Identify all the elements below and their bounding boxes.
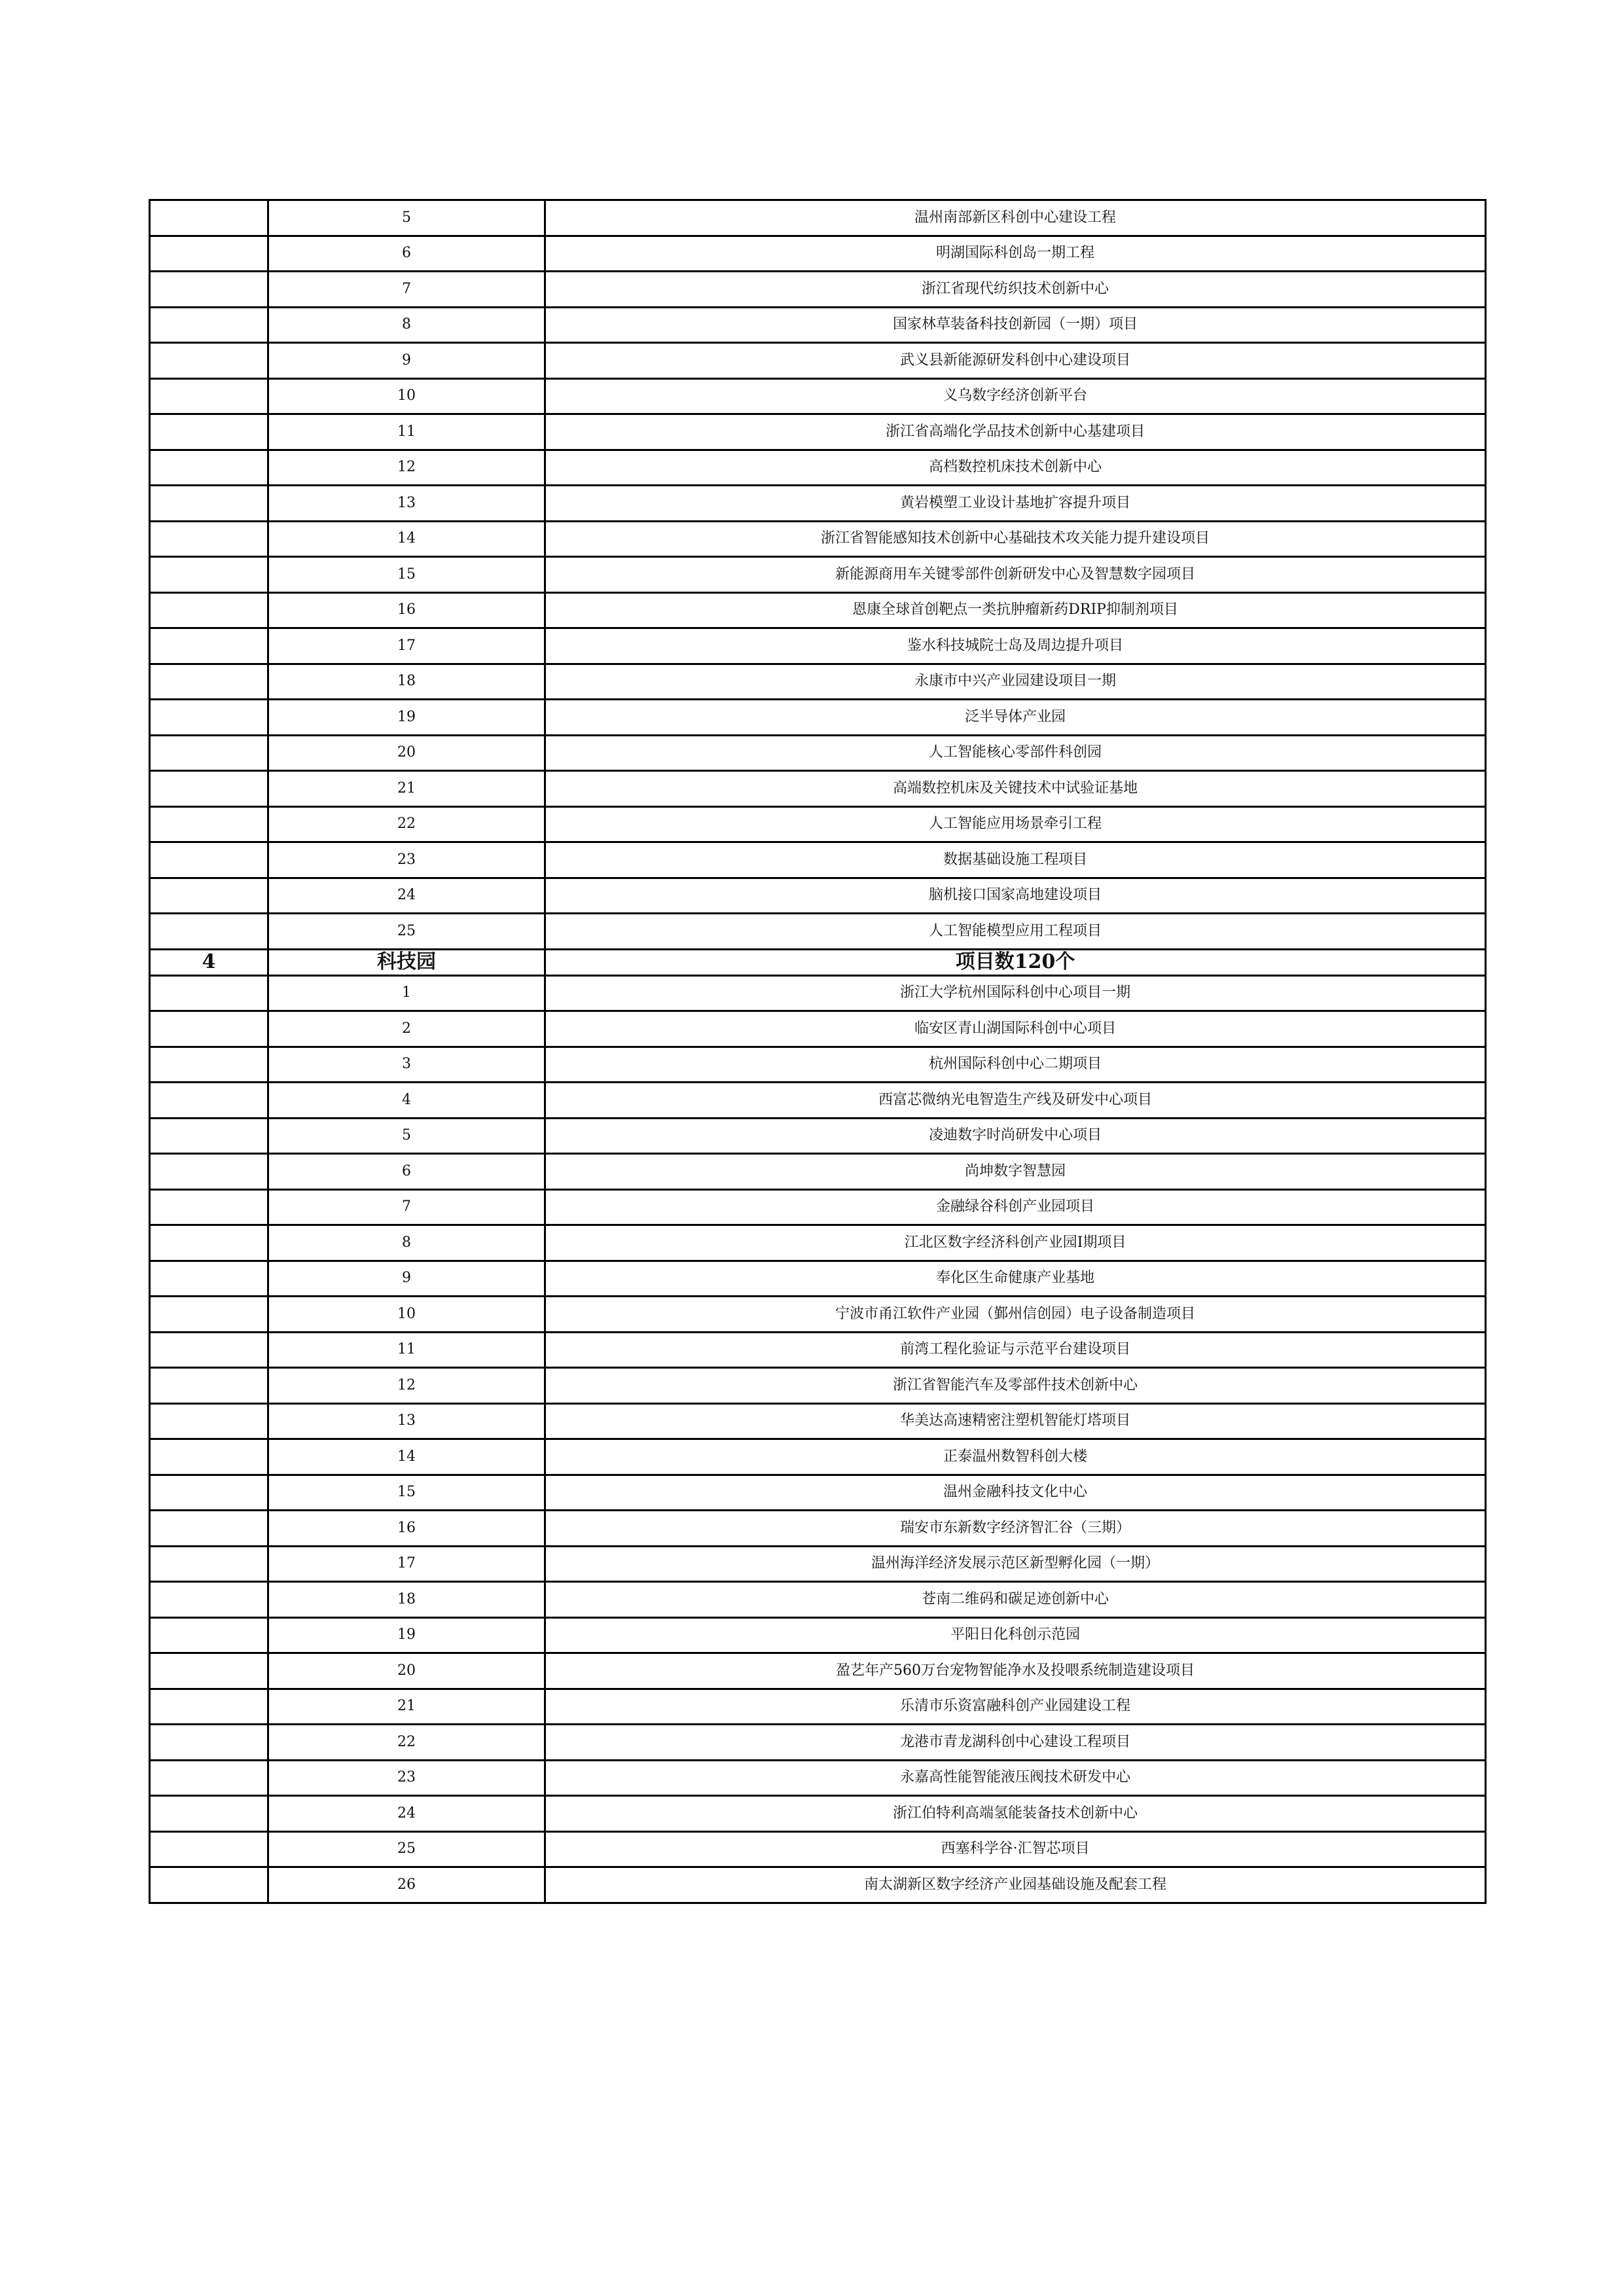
- row-number-cell: 15: [268, 1475, 545, 1511]
- table-row: [150, 1154, 1486, 1190]
- project-name-cell: 温州金融科技文化中心: [545, 1475, 1486, 1511]
- row-number-cell: 20: [268, 1653, 545, 1689]
- table-row: [150, 1403, 1486, 1439]
- empty-cell: [150, 1332, 268, 1368]
- table-row: [150, 771, 1486, 807]
- project-name-cell: 凌迪数字时尚研发中心项目: [545, 1118, 1486, 1154]
- empty-cell: [150, 842, 268, 878]
- table-row: [150, 628, 1486, 664]
- table-row: [150, 1368, 1486, 1404]
- empty-cell: [150, 450, 268, 486]
- empty-cell: [150, 1118, 268, 1154]
- empty-cell: [150, 1011, 268, 1047]
- project-name-cell: 正泰温州数智科创大楼: [545, 1439, 1486, 1475]
- row-number-cell: 11: [268, 414, 545, 450]
- table-row: [150, 307, 1486, 343]
- row-number-cell: 18: [268, 1582, 545, 1618]
- table-row: [150, 236, 1486, 272]
- project-name-cell: 浙江省高端化学品技术创新中心基建项目: [545, 414, 1486, 450]
- empty-cell: [150, 1831, 268, 1867]
- empty-cell: [150, 1225, 268, 1261]
- empty-cell: [150, 1582, 268, 1618]
- project-table: [149, 199, 1487, 1904]
- empty-cell: [150, 1154, 268, 1190]
- table-row: [150, 1189, 1486, 1225]
- empty-cell: [150, 1439, 268, 1475]
- table-row: [150, 1867, 1486, 1903]
- empty-cell: [150, 557, 268, 593]
- row-number-cell: 16: [268, 592, 545, 628]
- project-name-cell: 苍南二维码和碳足迹创新中心: [545, 1582, 1486, 1618]
- table-row: [150, 1083, 1486, 1119]
- table-row: [150, 1582, 1486, 1618]
- empty-cell: [150, 735, 268, 771]
- row-number-cell: 23: [268, 1760, 545, 1796]
- project-name-cell: 人工智能应用场景牵引工程: [545, 806, 1486, 842]
- project-name-cell: 高端数控机床及关键技术中试验证基地: [545, 771, 1486, 807]
- table-row: [150, 450, 1486, 486]
- row-number-cell: 7: [268, 1189, 545, 1225]
- project-name-cell: 浙江省现代纺织技术创新中心: [545, 272, 1486, 308]
- empty-cell: [150, 236, 268, 272]
- table-row: [150, 1511, 1486, 1547]
- empty-cell: [150, 914, 268, 950]
- empty-cell: [150, 1796, 268, 1832]
- row-number-cell: 22: [268, 1725, 545, 1761]
- table-row: [150, 664, 1486, 700]
- empty-cell: [150, 343, 268, 379]
- empty-cell: [150, 378, 268, 414]
- project-name-cell: 温州南部新区科创中心建设工程: [545, 200, 1486, 236]
- table-row: [150, 975, 1486, 1011]
- table-row: [150, 1653, 1486, 1689]
- project-name-cell: 人工智能核心零部件科创园: [545, 735, 1486, 771]
- project-name-cell: 鉴水科技城院士岛及周边提升项目: [545, 628, 1486, 664]
- row-number-cell: 11: [268, 1332, 545, 1368]
- empty-cell: [150, 272, 268, 308]
- row-number-cell: 12: [268, 1368, 545, 1404]
- project-name-cell: 温州海洋经济发展示范区新型孵化园（一期）: [545, 1546, 1486, 1582]
- table-row: [150, 1118, 1486, 1154]
- empty-cell: [150, 1261, 268, 1297]
- empty-cell: [150, 975, 268, 1011]
- project-name-cell: 浙江省智能汽车及零部件技术创新中心: [545, 1368, 1486, 1404]
- row-number-cell: 5: [268, 1118, 545, 1154]
- empty-cell: [150, 664, 268, 700]
- empty-cell: [150, 1760, 268, 1796]
- project-name-cell: 临安区青山湖国际科创中心项目: [545, 1011, 1486, 1047]
- empty-cell: [150, 521, 268, 557]
- empty-cell: [150, 1403, 268, 1439]
- project-name-cell: 浙江大学杭州国际科创中心项目一期: [545, 975, 1486, 1011]
- row-number-cell: 12: [268, 450, 545, 486]
- section-category-cell: 科技园: [268, 949, 545, 975]
- empty-cell: [150, 878, 268, 914]
- table-row: [150, 806, 1486, 842]
- empty-cell: [150, 771, 268, 807]
- project-name-cell: 新能源商用车关键零部件创新研发中心及智慧数字园项目: [545, 557, 1486, 593]
- project-name-cell: 盈艺年产560万台宠物智能净水及投喂系统制造建设项目: [545, 1653, 1486, 1689]
- table-row: [150, 878, 1486, 914]
- row-number-cell: 14: [268, 521, 545, 557]
- empty-cell: [150, 414, 268, 450]
- row-number-cell: 17: [268, 1546, 545, 1582]
- table-row: [150, 735, 1486, 771]
- row-number-cell: 4: [268, 1083, 545, 1119]
- project-name-cell: 武义县新能源研发科创中心建设项目: [545, 343, 1486, 379]
- row-number-cell: 1: [268, 975, 545, 1011]
- empty-cell: [150, 1475, 268, 1511]
- project-name-cell: 杭州国际科创中心二期项目: [545, 1047, 1486, 1083]
- project-name-cell: 义乌数字经济创新平台: [545, 378, 1486, 414]
- row-number-cell: 24: [268, 1796, 545, 1832]
- row-number-cell: 25: [268, 1831, 545, 1867]
- row-number-cell: 9: [268, 343, 545, 379]
- table-row: [150, 1011, 1486, 1047]
- project-name-cell: 永康市中兴产业园建设项目一期: [545, 664, 1486, 700]
- empty-cell: [150, 1511, 268, 1547]
- row-number-cell: 23: [268, 842, 545, 878]
- empty-cell: [150, 200, 268, 236]
- table-row: [150, 1760, 1486, 1796]
- row-number-cell: 6: [268, 1154, 545, 1190]
- row-number-cell: 17: [268, 628, 545, 664]
- project-name-cell: 脑机接口国家高地建设项目: [545, 878, 1486, 914]
- project-name-cell: 浙江省智能感知技术创新中心基础技术攻关能力提升建设项目: [545, 521, 1486, 557]
- project-name-cell: 恩康全球首创靶点一类抗肿瘤新药DRIP抑制剂项目: [545, 592, 1486, 628]
- section-summary-cell: 项目数120个: [545, 949, 1486, 975]
- empty-cell: [150, 1083, 268, 1119]
- table-row: [150, 914, 1486, 950]
- empty-cell: [150, 700, 268, 736]
- table-row: [150, 343, 1486, 379]
- empty-cell: [150, 1653, 268, 1689]
- project-name-cell: 尚坤数字智慧园: [545, 1154, 1486, 1190]
- row-number-cell: 19: [268, 700, 545, 736]
- table-row: [150, 1332, 1486, 1368]
- table-row: [150, 378, 1486, 414]
- row-number-cell: 16: [268, 1511, 545, 1547]
- table-row: [150, 842, 1486, 878]
- row-number-cell: 13: [268, 1403, 545, 1439]
- table-row: [150, 521, 1486, 557]
- table-row: [150, 414, 1486, 450]
- project-name-cell: 瑞安市东新数字经济智汇谷（三期）: [545, 1511, 1486, 1547]
- table-row: [150, 1439, 1486, 1475]
- row-number-cell: 6: [268, 236, 545, 272]
- table-row: [150, 557, 1486, 593]
- row-number-cell: 25: [268, 914, 545, 950]
- empty-cell: [150, 806, 268, 842]
- empty-cell: [150, 1867, 268, 1903]
- row-number-cell: 9: [268, 1261, 545, 1297]
- row-number-cell: 18: [268, 664, 545, 700]
- project-name-cell: 乐清市乐资富融科创产业园建设工程: [545, 1689, 1486, 1725]
- project-name-cell: 南太湖新区数字经济产业园基础设施及配套工程: [545, 1867, 1486, 1903]
- section-index-cell: 4: [150, 949, 268, 975]
- empty-cell: [150, 1689, 268, 1725]
- row-number-cell: 5: [268, 200, 545, 236]
- table-row: [150, 1047, 1486, 1083]
- row-number-cell: 13: [268, 486, 545, 522]
- project-name-cell: 金融绿谷科创产业园项目: [545, 1189, 1486, 1225]
- project-name-cell: 永嘉高性能智能液压阀技术研发中心: [545, 1760, 1486, 1796]
- table-row: [150, 700, 1486, 736]
- empty-cell: [150, 1725, 268, 1761]
- row-number-cell: 10: [268, 1297, 545, 1333]
- row-number-cell: 24: [268, 878, 545, 914]
- project-name-cell: 国家林草装备科技创新园（一期）项目: [545, 307, 1486, 343]
- empty-cell: [150, 628, 268, 664]
- row-number-cell: 26: [268, 1867, 545, 1903]
- row-number-cell: 2: [268, 1011, 545, 1047]
- project-table-body-science-park: [150, 975, 1486, 1903]
- table-row: [150, 1225, 1486, 1261]
- empty-cell: [150, 592, 268, 628]
- empty-cell: [150, 1047, 268, 1083]
- empty-cell: [150, 1546, 268, 1582]
- table-row: [150, 1617, 1486, 1653]
- empty-cell: [150, 1297, 268, 1333]
- section-header-group: [150, 949, 1486, 975]
- project-name-cell: 高档数控机床技术创新中心: [545, 450, 1486, 486]
- table-row: [150, 1831, 1486, 1867]
- empty-cell: [150, 307, 268, 343]
- table-row: [150, 1796, 1486, 1832]
- project-name-cell: 浙江伯特利高端氢能装备技术创新中心: [545, 1796, 1486, 1832]
- project-name-cell: 奉化区生命健康产业基地: [545, 1261, 1486, 1297]
- project-name-cell: 宁波市甬江软件产业园（鄞州信创园）电子设备制造项目: [545, 1297, 1486, 1333]
- row-number-cell: 19: [268, 1617, 545, 1653]
- project-table-body-continued: [150, 200, 1486, 950]
- table-row: [150, 486, 1486, 522]
- table-row: [150, 1725, 1486, 1761]
- project-name-cell: 泛半导体产业园: [545, 700, 1486, 736]
- row-number-cell: 14: [268, 1439, 545, 1475]
- project-name-cell: 前湾工程化验证与示范平台建设项目: [545, 1332, 1486, 1368]
- row-number-cell: 3: [268, 1047, 545, 1083]
- empty-cell: [150, 1189, 268, 1225]
- table-row: [150, 200, 1486, 236]
- row-number-cell: 21: [268, 1689, 545, 1725]
- project-name-cell: 数据基础设施工程项目: [545, 842, 1486, 878]
- project-name-cell: 西富芯微纳光电智造生产线及研发中心项目: [545, 1083, 1486, 1119]
- project-name-cell: 黄岩模塑工业设计基地扩容提升项目: [545, 486, 1486, 522]
- row-number-cell: 20: [268, 735, 545, 771]
- project-name-cell: 人工智能模型应用工程项目: [545, 914, 1486, 950]
- project-name-cell: 平阳日化科创示范园: [545, 1617, 1486, 1653]
- row-number-cell: 21: [268, 771, 545, 807]
- empty-cell: [150, 1368, 268, 1404]
- project-name-cell: 龙港市青龙湖科创中心建设工程项目: [545, 1725, 1486, 1761]
- table-row: [150, 1689, 1486, 1725]
- table-row: [150, 1261, 1486, 1297]
- table-row: [150, 592, 1486, 628]
- table-row: [150, 1297, 1486, 1333]
- project-name-cell: 江北区数字经济科创产业园Ⅰ期项目: [545, 1225, 1486, 1261]
- row-number-cell: 22: [268, 806, 545, 842]
- section-row-science-park: [150, 949, 1486, 975]
- project-name-cell: 明湖国际科创岛一期工程: [545, 236, 1486, 272]
- table-row: [150, 1546, 1486, 1582]
- row-number-cell: 8: [268, 1225, 545, 1261]
- table-row: [150, 272, 1486, 308]
- row-number-cell: 15: [268, 557, 545, 593]
- empty-cell: [150, 1617, 268, 1653]
- table-row: [150, 1475, 1486, 1511]
- row-number-cell: 7: [268, 272, 545, 308]
- empty-cell: [150, 486, 268, 522]
- project-name-cell: 华美达高速精密注塑机智能灯塔项目: [545, 1403, 1486, 1439]
- row-number-cell: 8: [268, 307, 545, 343]
- project-name-cell: 西塞科学谷·汇智芯项目: [545, 1831, 1486, 1867]
- row-number-cell: 10: [268, 378, 545, 414]
